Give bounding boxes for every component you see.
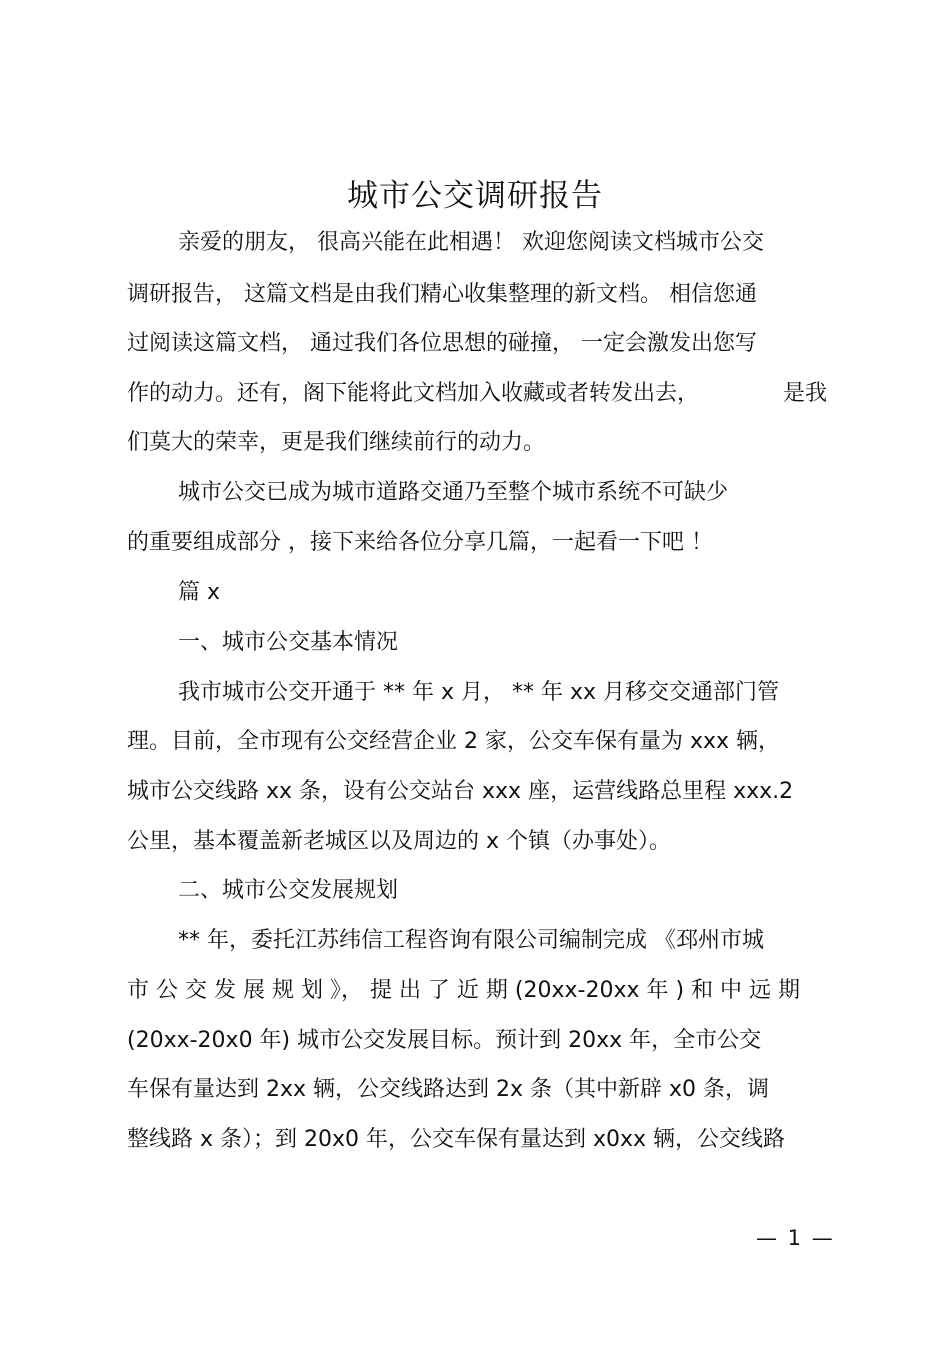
- paragraph-line: 我市城市公交开通于 ** 年 x 月， ** 年 xx 月移交交通部门管: [178, 680, 780, 705]
- paragraph-line: (20xx-20x0 年) 城市公交发展目标。预计到 20xx 年，全市公交: [127, 1028, 762, 1053]
- section-heading: 二、城市公交发展规划: [178, 878, 399, 903]
- paragraph-line: 公里，基本覆盖新老城区以及周边的 x 个镇（办事处）。: [127, 829, 672, 854]
- paragraph-line: 调研报告， 这篇文档是由我们精心收集整理的新文档。 相信您通: [127, 282, 757, 307]
- paragraph-line: 们莫大的荣幸，更是我们继续前行的动力。: [127, 430, 546, 455]
- paragraph-line: 理。目前，全市现有公交经营企业 2 家，公交车保有量为 xxx 辆，: [127, 729, 781, 754]
- section-label: 篇 x: [178, 580, 221, 605]
- paragraph-line: ** 年，委托江苏纬信工程咨询有限公司编制完成 《邳州市城: [178, 928, 764, 953]
- document-title: 城市公交调研报告: [347, 178, 603, 214]
- paragraph-line: 市 公 交 发 展 规 划 》， 提 出 了 近 期 (20xx-20xx 年 ) 和 中 远 期: [127, 978, 801, 1003]
- paragraph-line-left: 作的动力。还有，阁下能将此文档加入收藏或者转发出去，: [127, 381, 700, 406]
- paragraph-line: 亲爱的朋友， 很高兴能在此相遇！ 欢迎您阅读文档城市公交: [178, 230, 764, 255]
- paragraph-line: 整线路 x 条）；到 20x0 年，公交车保有量达到 x0xx 辆，公交线路: [127, 1127, 786, 1152]
- paragraph-line: 过阅读这篇文档， 通过我们各位思想的碰撞， 一定会激发出您写: [127, 331, 757, 356]
- paragraph-line: 车保有量达到 2xx 辆，公交线路达到 2x 条（其中新辟 x0 条，调: [127, 1077, 770, 1102]
- paragraph-line: 的重要组成部分 ，接下来给各位分享几篇，一起看一下吧 ！: [127, 530, 713, 555]
- paragraph-line: [127, 369, 827, 419]
- page-number: — 1 —: [756, 1226, 835, 1250]
- section-heading: 一、城市公交基本情况: [178, 630, 399, 655]
- paragraph-line-right: 是我: [782, 381, 827, 406]
- paragraph-line: 城市公交线路 xx 条，设有公交站台 xxx 座，运营线路总里程 xxx.2: [127, 779, 794, 804]
- paragraph-line: 城市公交已成为城市道路交通乃至整个城市系统不可缺少: [178, 480, 729, 505]
